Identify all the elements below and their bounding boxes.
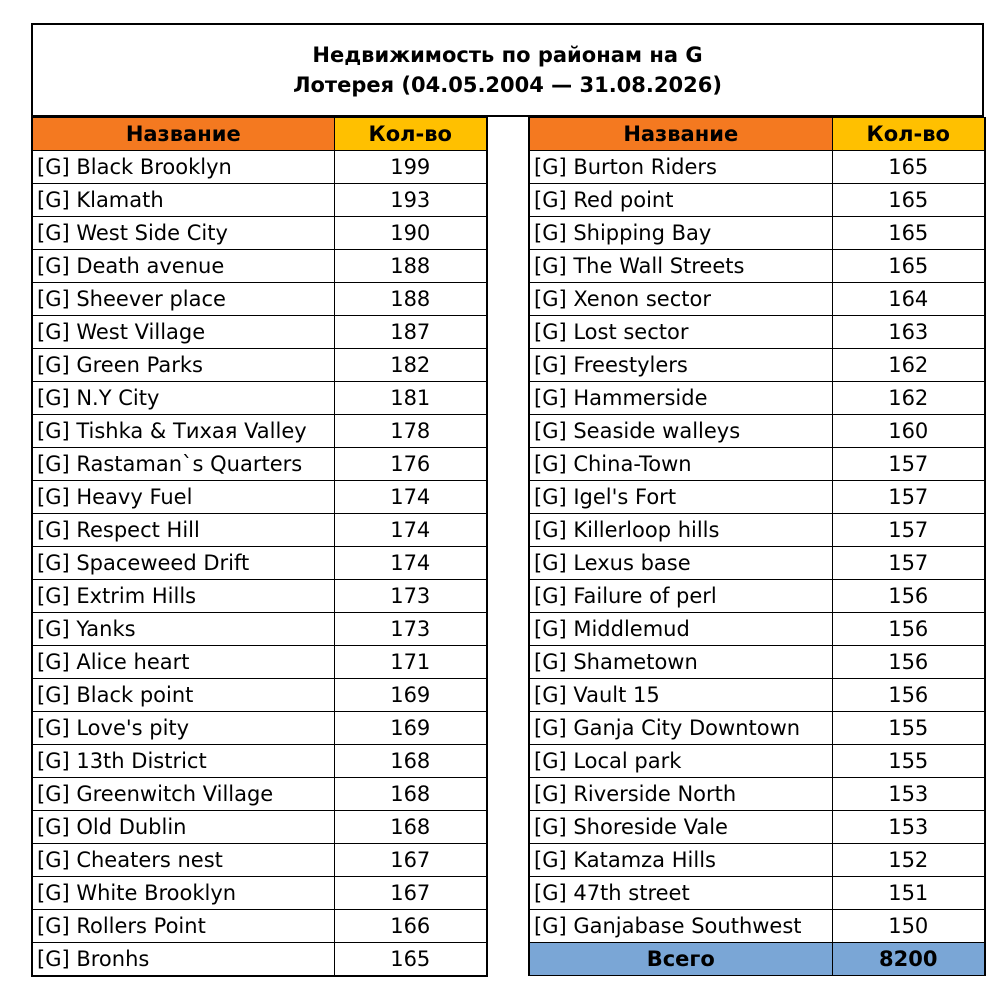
district-name-cell: [G] Spaceweed Drift: [32, 547, 334, 580]
district-name-cell: [G] Lost sector: [529, 316, 832, 349]
table-row: [529, 481, 985, 514]
table-row: [529, 646, 985, 679]
table-row: [32, 745, 487, 778]
table-row: [32, 943, 487, 976]
district-qty-cell: 153: [832, 811, 985, 844]
district-qty-cell: 166: [334, 910, 487, 943]
left-table-body: [32, 151, 487, 976]
table-row: [529, 184, 985, 217]
district-qty-cell: 156: [832, 613, 985, 646]
table-row: [32, 316, 487, 349]
table-row: [32, 778, 487, 811]
district-name-cell: [G] Seaside walleys: [529, 415, 832, 448]
table-row: [529, 316, 985, 349]
district-qty-cell: 178: [334, 415, 487, 448]
district-name-cell: [G] The Wall Streets: [529, 250, 832, 283]
district-qty-cell: 152: [832, 844, 985, 877]
district-name-cell: [G] Alice heart: [32, 646, 334, 679]
district-name-cell: [G] Shoreside Vale: [529, 811, 832, 844]
table-row: [32, 448, 487, 481]
district-name-cell: [G] Black point: [32, 679, 334, 712]
table-row: [32, 184, 487, 217]
table-row: [529, 547, 985, 580]
district-name-cell: [G] Shipping Bay: [529, 217, 832, 250]
district-qty-cell: 169: [334, 712, 487, 745]
district-name-cell: [G] West Village: [32, 316, 334, 349]
district-qty-cell: 156: [832, 679, 985, 712]
table-row: [529, 613, 985, 646]
table-row: [32, 547, 487, 580]
table-row: [529, 349, 985, 382]
right-table-body: [529, 151, 985, 943]
table-row: [32, 844, 487, 877]
table-row: [529, 217, 985, 250]
district-qty-cell: 157: [832, 514, 985, 547]
district-name-cell: [G] Killerloop hills: [529, 514, 832, 547]
table-row: [32, 481, 487, 514]
table-row: [529, 580, 985, 613]
district-qty-cell: 169: [334, 679, 487, 712]
table-row: [32, 415, 487, 448]
district-name-cell: [G] Old Dublin: [32, 811, 334, 844]
title-block: [31, 23, 984, 117]
district-qty-cell: 153: [832, 778, 985, 811]
table-row: [529, 679, 985, 712]
district-name-cell: [G] Green Parks: [32, 349, 334, 382]
district-name-cell: [G] West Side City: [32, 217, 334, 250]
district-name-cell: [G] Respect Hill: [32, 514, 334, 547]
table-row: [32, 646, 487, 679]
district-qty-cell: 163: [832, 316, 985, 349]
district-qty-cell: 157: [832, 481, 985, 514]
district-name-cell: [G] Vault 15: [529, 679, 832, 712]
header-row: [529, 118, 985, 151]
table-row: [32, 382, 487, 415]
district-qty-cell: 188: [334, 250, 487, 283]
district-qty-cell: 173: [334, 580, 487, 613]
district-name-cell: [G] 47th street: [529, 877, 832, 910]
district-qty-cell: 160: [832, 415, 985, 448]
district-qty-cell: 164: [832, 283, 985, 316]
table-row: [32, 349, 487, 382]
table-row: [529, 712, 985, 745]
district-qty-cell: 155: [832, 745, 985, 778]
district-qty-cell: 162: [832, 382, 985, 415]
district-qty-cell: 165: [832, 217, 985, 250]
district-qty-cell: 167: [334, 844, 487, 877]
district-name-cell: [G] Heavy Fuel: [32, 481, 334, 514]
table-row: [32, 283, 487, 316]
district-name-cell: [G] Riverside North: [529, 778, 832, 811]
district-name-cell: [G] Xenon sector: [529, 283, 832, 316]
district-name-cell: [G] Klamath: [32, 184, 334, 217]
district-qty-cell: 162: [832, 349, 985, 382]
district-name-cell: [G] N.Y City: [32, 382, 334, 415]
table-row: [529, 811, 985, 844]
table-row: [32, 217, 487, 250]
table-row: [32, 712, 487, 745]
district-qty-cell: 199: [334, 151, 487, 184]
district-name-cell: [G] Middlemud: [529, 613, 832, 646]
district-qty-cell: 165: [832, 250, 985, 283]
district-name-cell: [G] Bronhs: [32, 943, 334, 976]
district-name-cell: [G] Death avenue: [32, 250, 334, 283]
district-name-cell: [G] Red point: [529, 184, 832, 217]
district-name-cell: [G] Katamza Hills: [529, 844, 832, 877]
table-row: [32, 877, 487, 910]
district-qty-cell: 156: [832, 646, 985, 679]
district-name-cell: [G] Sheever place: [32, 283, 334, 316]
total-value: 8200: [832, 943, 985, 976]
district-qty-cell: 181: [334, 382, 487, 415]
district-name-cell: [G] Tishka & Тихая Valley: [32, 415, 334, 448]
table-row: [529, 382, 985, 415]
district-qty-cell: 188: [334, 283, 487, 316]
district-qty-cell: 190: [334, 217, 487, 250]
total-row: [529, 943, 985, 976]
table-row: [32, 679, 487, 712]
table-row: [529, 910, 985, 943]
title-line-2: Лотерея (04.05.2004 — 31.08.2026): [293, 73, 722, 97]
district-name-cell: [G] Local park: [529, 745, 832, 778]
district-qty-cell: 165: [334, 943, 487, 976]
district-qty-cell: 157: [832, 547, 985, 580]
total-label: Всего: [529, 943, 832, 976]
district-name-cell: [G] Ganjabase Southwest: [529, 910, 832, 943]
district-name-cell: [G] Igel's Fort: [529, 481, 832, 514]
district-name-cell: [G] Greenwitch Village: [32, 778, 334, 811]
table-row: [529, 745, 985, 778]
district-qty-cell: 168: [334, 778, 487, 811]
district-qty-cell: 173: [334, 613, 487, 646]
table-row: [529, 877, 985, 910]
district-name-cell: [G] 13th District: [32, 745, 334, 778]
district-qty-cell: 174: [334, 547, 487, 580]
table-row: [32, 811, 487, 844]
district-qty-cell: 157: [832, 448, 985, 481]
table-row: [529, 514, 985, 547]
table-row: [32, 250, 487, 283]
name-column-header: Название: [529, 118, 832, 151]
district-qty-cell: 165: [832, 151, 985, 184]
district-name-cell: [G] Freestylers: [529, 349, 832, 382]
district-qty-cell: 150: [832, 910, 985, 943]
left-table: [31, 117, 488, 977]
district-name-cell: [G] Rollers Point: [32, 910, 334, 943]
qty-column-header: Кол-во: [334, 118, 487, 151]
title-line-1: Недвижимость по районам на G: [312, 43, 703, 67]
district-name-cell: [G] China-Town: [529, 448, 832, 481]
district-qty-cell: 168: [334, 745, 487, 778]
right-table: [528, 117, 986, 976]
district-qty-cell: 193: [334, 184, 487, 217]
district-name-cell: [G] Rastaman`s Quarters: [32, 448, 334, 481]
name-column-header: Название: [32, 118, 334, 151]
table-row: [529, 778, 985, 811]
district-qty-cell: 187: [334, 316, 487, 349]
district-name-cell: [G] Extrim Hills: [32, 580, 334, 613]
table-row: [32, 151, 487, 184]
district-qty-cell: 151: [832, 877, 985, 910]
qty-column-header: Кол-во: [832, 118, 985, 151]
district-name-cell: [G] Failure of perl: [529, 580, 832, 613]
district-qty-cell: 165: [832, 184, 985, 217]
district-qty-cell: 171: [334, 646, 487, 679]
table-row: [529, 844, 985, 877]
table-row: [529, 448, 985, 481]
district-qty-cell: 155: [832, 712, 985, 745]
district-qty-cell: 176: [334, 448, 487, 481]
district-name-cell: [G] Shametown: [529, 646, 832, 679]
district-name-cell: [G] Cheaters nest: [32, 844, 334, 877]
district-qty-cell: 182: [334, 349, 487, 382]
district-qty-cell: 174: [334, 481, 487, 514]
table-row: [529, 151, 985, 184]
district-name-cell: [G] Yanks: [32, 613, 334, 646]
district-name-cell: [G] Love's pity: [32, 712, 334, 745]
table-row: [529, 250, 985, 283]
district-name-cell: [G] Burton Riders: [529, 151, 832, 184]
table-row: [32, 613, 487, 646]
district-qty-cell: 156: [832, 580, 985, 613]
table-row: [529, 283, 985, 316]
district-name-cell: [G] Lexus base: [529, 547, 832, 580]
table-row: [529, 415, 985, 448]
table-row: [32, 514, 487, 547]
header-row: [32, 118, 487, 151]
district-qty-cell: 167: [334, 877, 487, 910]
district-name-cell: [G] Ganja City Downtown: [529, 712, 832, 745]
table-row: [32, 580, 487, 613]
district-qty-cell: 174: [334, 514, 487, 547]
district-name-cell: [G] Black Brooklyn: [32, 151, 334, 184]
district-qty-cell: 168: [334, 811, 487, 844]
table-row: [32, 910, 487, 943]
district-name-cell: [G] White Brooklyn: [32, 877, 334, 910]
district-name-cell: [G] Hammerside: [529, 382, 832, 415]
